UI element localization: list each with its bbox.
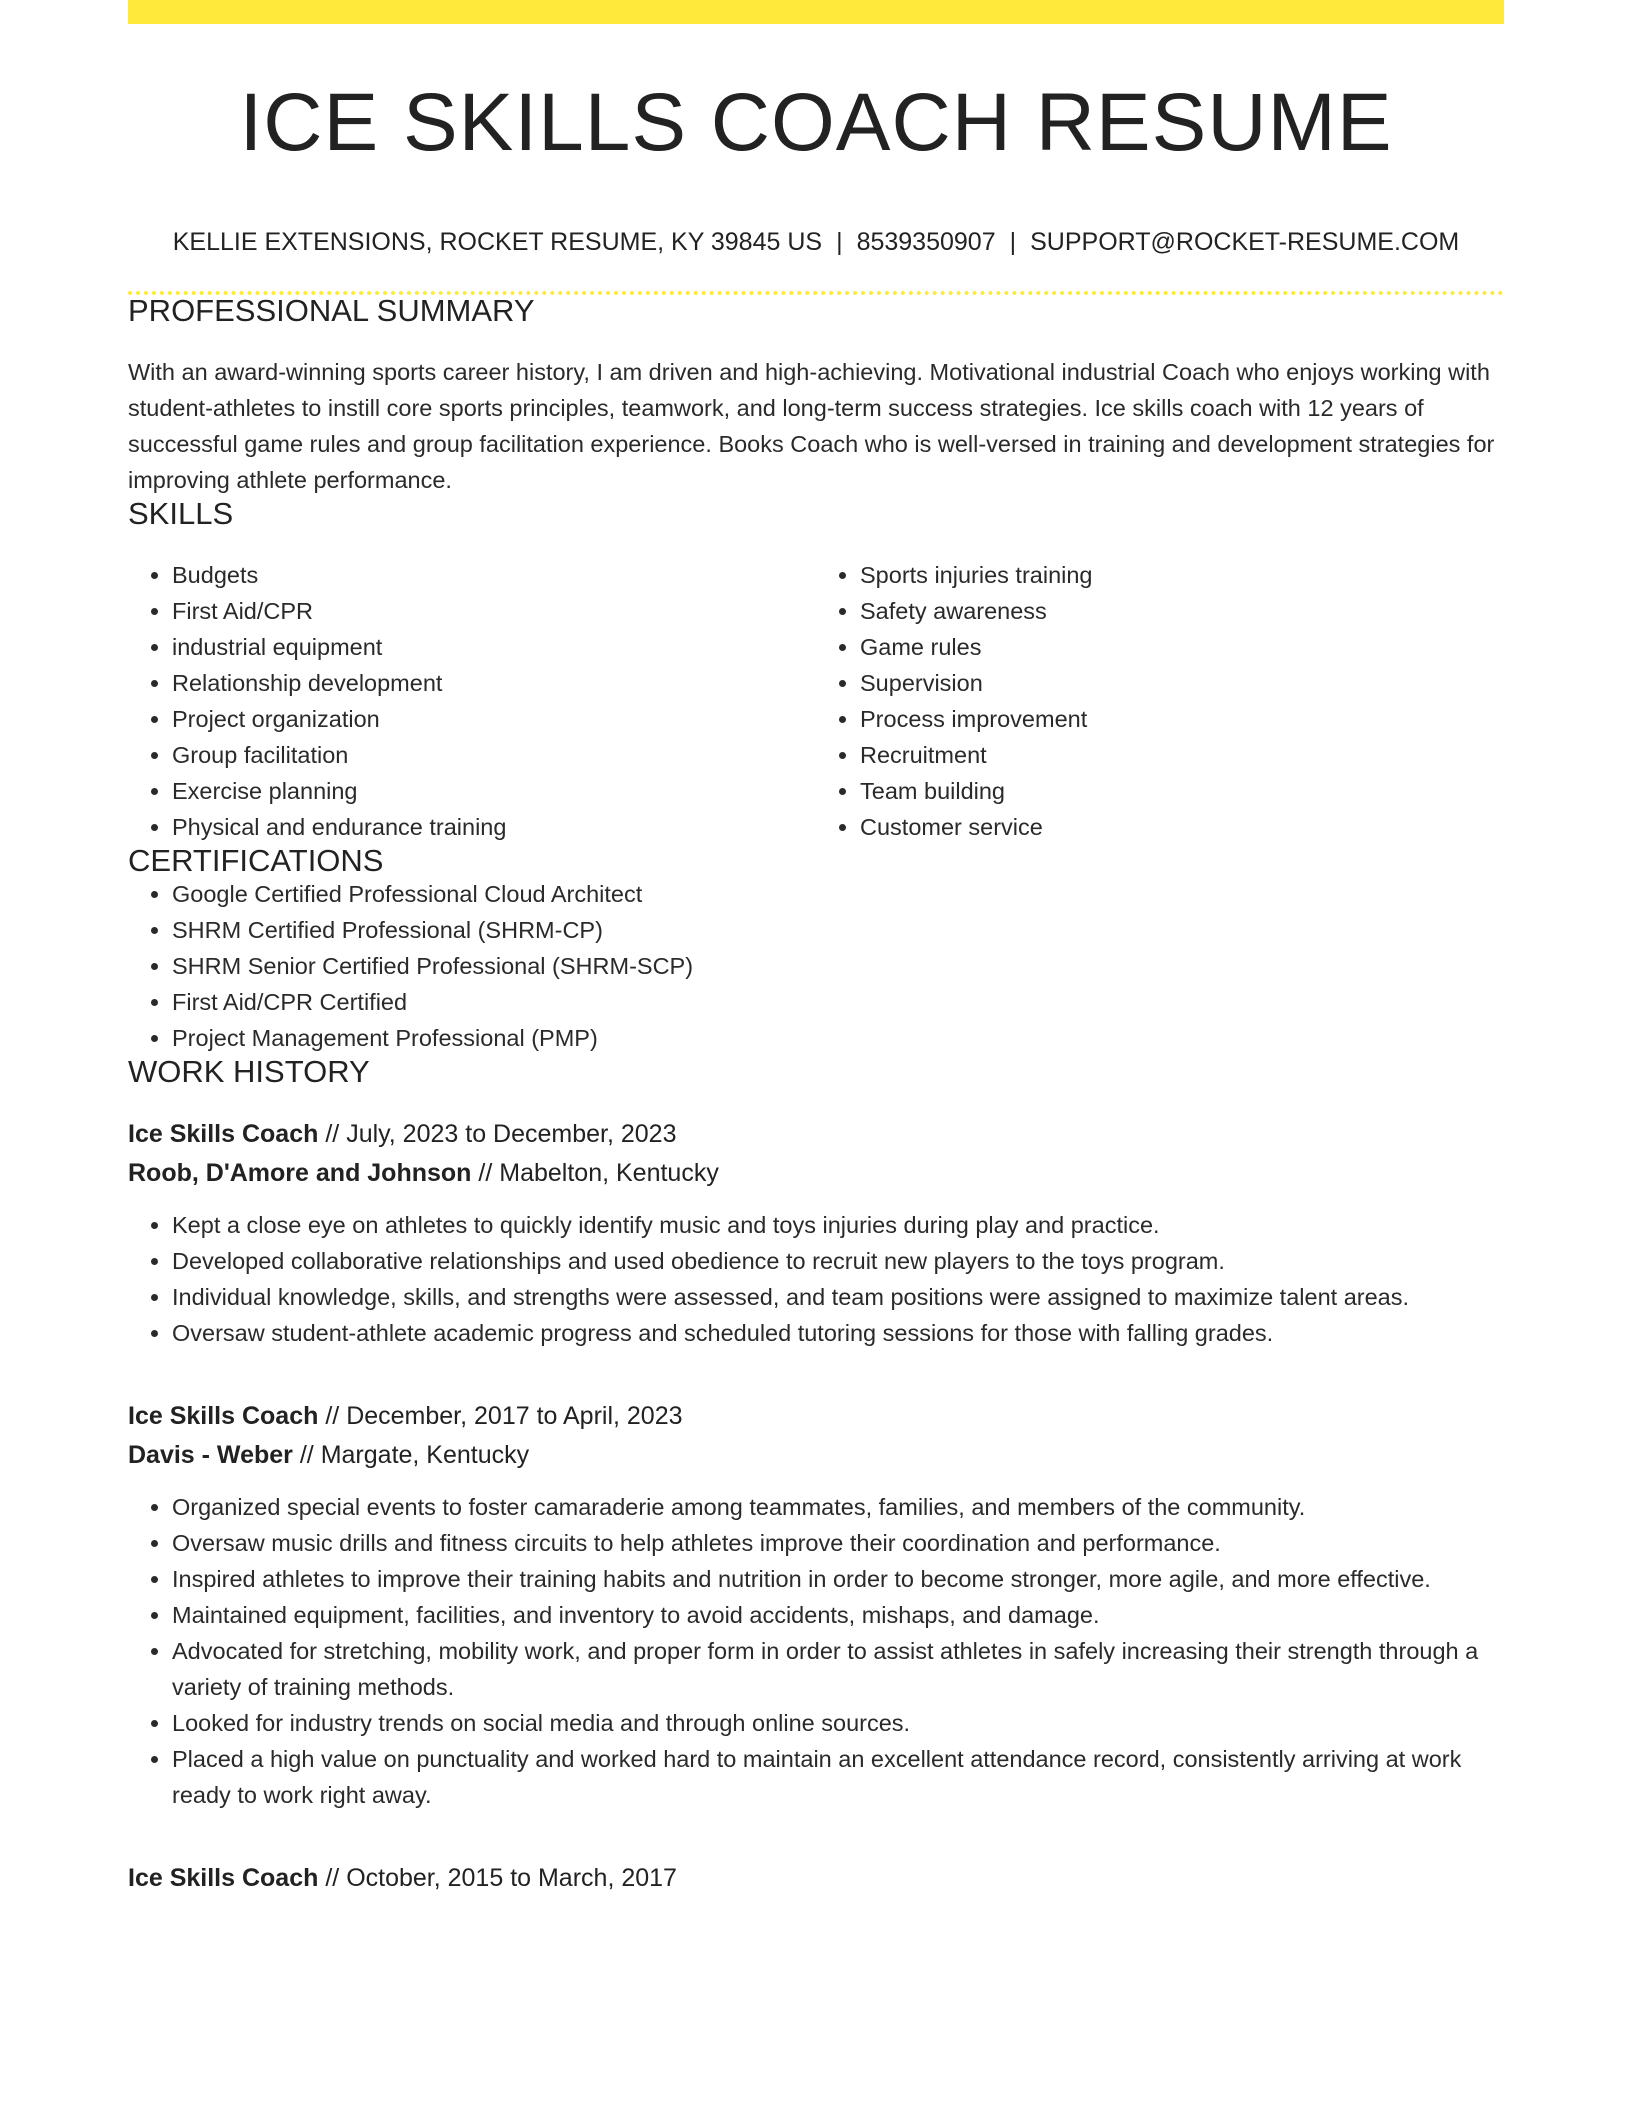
job-company-line [128,1436,1504,1475]
job-bullet: • Kept a close eye on athletes to quickly identify music and toys injuries during play and practice. [172,1207,1504,1243]
job-title-line [128,1397,1504,1436]
skill-item: • Sports injuries training [860,557,1504,593]
job-dates: October, 2015 to March, 2017 [346,1864,677,1892]
contact-email: SUPPORT@ROCKET-RESUME.COM [1030,228,1460,256]
job-bullet: • Individual knowledge, skills, and strengths were assessed, and team positions were assigned to maximize talent areas. [172,1279,1504,1315]
certification-item: • First Aid/CPR Certified [172,984,1504,1020]
job-bullets [128,1207,1504,1351]
skills-grid [128,557,1504,845]
skill-item: • Group facilitation [172,737,816,773]
job-company: Davis - Weber [128,1441,293,1469]
skill-item: • Project organization [172,701,816,737]
skill-item: • Process improvement [860,701,1504,737]
contact-line [128,230,1504,255]
job-location: Mabelton, Kentucky [499,1159,719,1187]
skill-item: • Relationship development [172,665,816,701]
skill-item: • Customer service [860,809,1504,845]
job-title: Ice Skills Coach [128,1864,319,1892]
top-accent-bar [128,0,1504,24]
job-divider: // [325,1402,340,1430]
skill-item: • First Aid/CPR [172,593,816,629]
skills-list-left [128,557,816,845]
job-bullet: • Placed a high value on punctuality and worked hard to maintain an excellent attendance record, consistently arriving at work ready to work right away. [172,1741,1504,1813]
skills-heading: SKILLS [128,496,234,531]
contact-address: KELLIE EXTENSIONS, ROCKET RESUME, KY 39845 US [172,228,823,256]
contact-separator: | [836,228,843,256]
job-bullet: • Developed collaborative relationships and used obedience to recruit new players to the toys program. [172,1243,1504,1279]
skill-item: • Budgets [172,557,816,593]
skill-item: • Team building [860,773,1504,809]
job-divider: // [325,1864,340,1892]
job-entry [128,1115,1504,1351]
job-bullet: • Inspired athletes to improve their training habits and nutrition in order to become stronger, more agile, and more effective. [172,1561,1504,1597]
skill-item: • Safety awareness [860,593,1504,629]
skill-item: • Game rules [860,629,1504,665]
job-entry [128,1397,1504,1813]
job-title-line [128,1115,1504,1154]
resume-page [128,0,1504,1898]
work-history-heading: WORK HISTORY [128,1054,370,1089]
job-bullet: • Advocated for stretching, mobility work, and proper form in order to assist athletes in safely increasing their strength through a variety of training methods. [172,1633,1504,1705]
certification-item: • Google Certified Professional Cloud Architect [172,876,1504,912]
summary-text: With an award-winning sports career history, I am driven and high-achieving. Motivational industrial Coach who enjoys working with student-athletes to instill core sports principles, teamwork, and long-term success strategies. Ice skills coach with 12 years of successful game rules and group facilitation experience. Books Coach who is well-versed in training and development strategies for improving athlete performance. [128,359,1495,493]
summary-heading: PROFESSIONAL SUMMARY [128,293,535,328]
skill-item: • industrial equipment [172,629,816,665]
job-title: Ice Skills Coach [128,1402,319,1430]
job-location: Margate, Kentucky [320,1441,530,1469]
skill-item: • Recruitment [860,737,1504,773]
job-company: Roob, D'Amore and Johnson [128,1159,472,1187]
job-company-line [128,1154,1504,1193]
job-dates: December, 2017 to April, 2023 [346,1402,683,1430]
skills-list-right [816,557,1504,845]
skill-item: • Supervision [860,665,1504,701]
skill-item: • Physical and endurance training [172,809,816,845]
certifications-heading: CERTIFICATIONS [128,843,384,878]
job-divider: // [325,1120,340,1148]
job-bullet: • Looked for industry trends on social media and through online sources. [172,1705,1504,1741]
job-dates: July, 2023 to December, 2023 [346,1120,677,1148]
job-title-line [128,1859,1504,1898]
job-divider: // [299,1441,314,1469]
certifications-list [128,876,1504,1056]
job-bullet: • Oversaw student-athlete academic progress and scheduled tutoring sessions for those with falling grades. [172,1315,1504,1351]
job-bullet: • Maintained equipment, facilities, and inventory to avoid accidents, mishaps, and damage. [172,1597,1504,1633]
resume-title: ICE SKILLS COACH RESUME [239,77,1393,168]
job-title: Ice Skills Coach [128,1120,319,1148]
skill-item: • Exercise planning [172,773,816,809]
certification-item: • SHRM Certified Professional (SHRM-CP) [172,912,1504,948]
contact-separator: | [1009,228,1017,256]
job-bullet: • Organized special events to foster camaraderie among teammates, families, and members of the community. [172,1489,1504,1525]
job-bullets [128,1489,1504,1813]
job-bullet: • Oversaw music drills and fitness circuits to help athletes improve their coordination and performance. [172,1525,1504,1561]
job-divider: // [478,1159,493,1187]
certification-item: • Project Management Professional (PMP) [172,1020,1504,1056]
certification-item: • SHRM Senior Certified Professional (SHRM-SCP) [172,948,1504,984]
job-entry [128,1859,1504,1898]
contact-phone: 8539350907 [856,228,996,256]
